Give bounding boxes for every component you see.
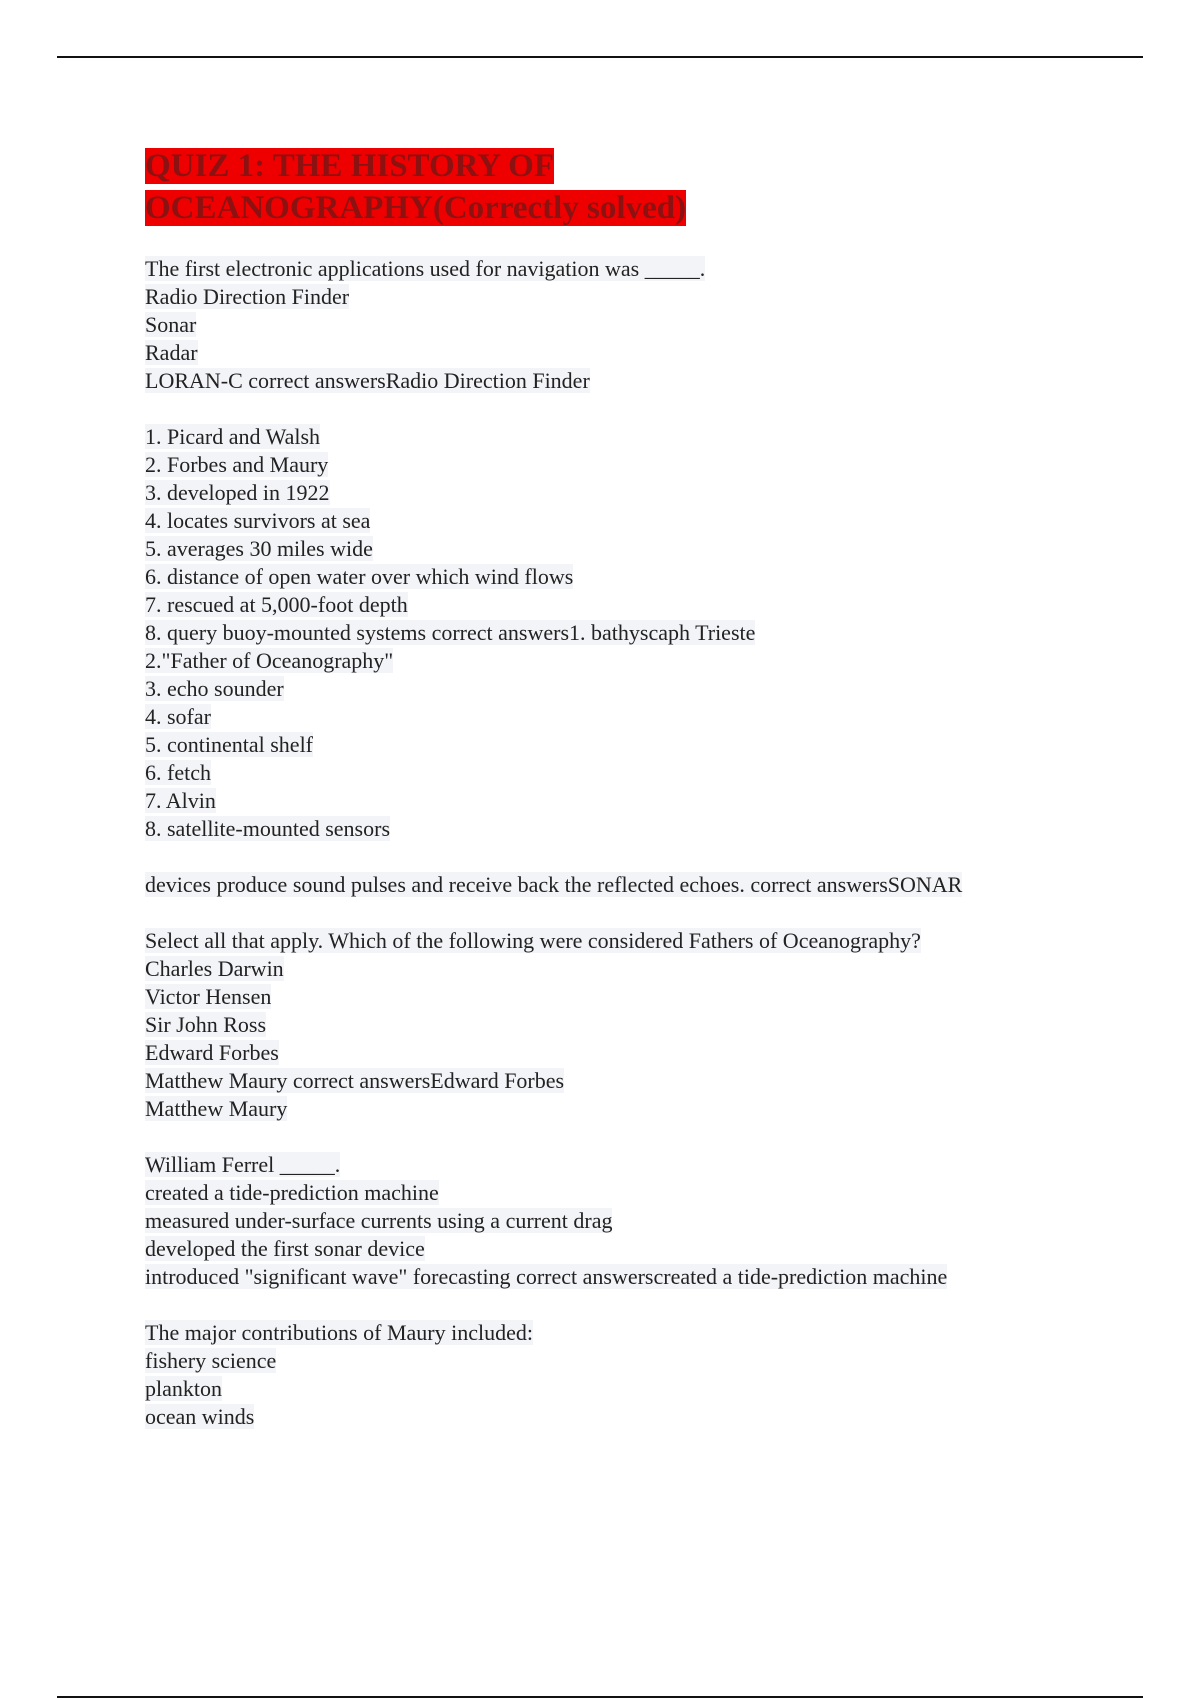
text-line — [145, 283, 1095, 311]
text-line — [145, 451, 1095, 479]
text-line — [145, 1095, 1095, 1123]
text-line — [145, 1347, 1095, 1375]
text-line — [145, 927, 1095, 955]
header-rule — [57, 56, 1143, 58]
page-title: QUIZ 1: THE HISTORY OF OCEANOGRAPHY(Correctly solved) — [145, 148, 687, 226]
text-line-content: devices produce sound pulses and receive back the reflected echoes. correct answersSONAR — [145, 872, 963, 897]
text-line — [145, 1403, 1095, 1431]
text-line-content: Sonar — [145, 312, 197, 337]
text-line-content: Victor Hensen — [145, 984, 272, 1009]
text-line-content: 4. locates survivors at sea — [145, 508, 371, 533]
text-line-content: Edward Forbes — [145, 1040, 279, 1065]
text-line-content: introduced "significant wave" forecasting correct answerscreated a tide-prediction machine — [145, 1264, 948, 1289]
text-line-content: Radio Direction Finder — [145, 284, 350, 309]
text-line-content: Matthew Maury correct answersEdward Forbes — [145, 1068, 565, 1093]
paragraph-gap — [145, 395, 1095, 423]
text-line-content: William Ferrel _____. — [145, 1152, 341, 1177]
text-line — [145, 535, 1095, 563]
text-line-content: The first electronic applications used for navigation was _____. — [145, 256, 706, 281]
text-line — [145, 367, 1095, 395]
text-line — [145, 955, 1095, 983]
text-line-content: Sir John Ross — [145, 1012, 267, 1037]
text-line — [145, 1039, 1095, 1067]
text-line — [145, 815, 1095, 843]
title-block — [145, 145, 765, 229]
text-line — [145, 619, 1095, 647]
text-line — [145, 703, 1095, 731]
text-line-content: Matthew Maury — [145, 1096, 288, 1121]
text-line — [145, 563, 1095, 591]
text-line — [145, 1375, 1095, 1403]
text-line-content: ocean winds — [145, 1404, 255, 1429]
text-line — [145, 1011, 1095, 1039]
paragraph-gap — [145, 1291, 1095, 1319]
text-line-content: developed the first sonar device — [145, 1236, 425, 1261]
text-line — [145, 731, 1095, 759]
text-line-content: 5. averages 30 miles wide — [145, 536, 373, 561]
paragraph-gap — [145, 843, 1095, 871]
footer-rule — [57, 1696, 1143, 1698]
text-line — [145, 591, 1095, 619]
text-line-content: measured under-surface currents using a current drag — [145, 1208, 613, 1233]
paragraph-gap — [145, 899, 1095, 927]
text-line-content: plankton — [145, 1376, 222, 1401]
text-line — [145, 1263, 1095, 1291]
text-line-content: Radar — [145, 340, 198, 365]
paragraph-gap — [145, 1123, 1095, 1151]
text-line — [145, 423, 1095, 451]
text-line-content: 7. Alvin — [145, 788, 216, 813]
text-line-content: 3. echo sounder — [145, 676, 284, 701]
quiz-text — [145, 255, 1095, 1431]
text-line-content: 6. fetch — [145, 760, 211, 785]
text-line-content: 2. Forbes and Maury — [145, 452, 329, 477]
text-line — [145, 1067, 1095, 1095]
text-line-content: created a tide-prediction machine — [145, 1180, 439, 1205]
text-line-content: The major contributions of Maury included: — [145, 1320, 533, 1345]
text-line — [145, 311, 1095, 339]
text-line-content: 1. Picard and Walsh — [145, 424, 321, 449]
text-line-content: fishery science — [145, 1348, 277, 1373]
text-line-content: Select all that apply. Which of the following were considered Fathers of Oceanography? — [145, 928, 921, 953]
text-line-content: 4. sofar — [145, 704, 211, 729]
text-line — [145, 1151, 1095, 1179]
text-line — [145, 983, 1095, 1011]
document-body — [145, 145, 1095, 1431]
text-line-content: LORAN-C correct answersRadio Direction Finder — [145, 368, 590, 393]
text-line — [145, 759, 1095, 787]
text-line — [145, 787, 1095, 815]
text-line-content: 8. query buoy-mounted systems correct answers1. bathyscaph Trieste — [145, 620, 756, 645]
text-line — [145, 479, 1095, 507]
text-line — [145, 507, 1095, 535]
text-line — [145, 647, 1095, 675]
text-line — [145, 255, 1095, 283]
text-line-content: 8. satellite-mounted sensors — [145, 816, 391, 841]
text-line — [145, 1179, 1095, 1207]
text-line — [145, 871, 1095, 899]
text-line-content: 3. developed in 1922 — [145, 480, 330, 505]
text-line-content: 2."Father of Oceanography" — [145, 648, 394, 673]
text-line-content: 5. continental shelf — [145, 732, 314, 757]
text-line-content: 7. rescued at 5,000-foot depth — [145, 592, 408, 617]
text-line-content: Charles Darwin — [145, 956, 284, 981]
text-line — [145, 339, 1095, 367]
text-line — [145, 1207, 1095, 1235]
text-line — [145, 1235, 1095, 1263]
text-line-content: 6. distance of open water over which wind flows — [145, 564, 574, 589]
text-line — [145, 675, 1095, 703]
text-line — [145, 1319, 1095, 1347]
